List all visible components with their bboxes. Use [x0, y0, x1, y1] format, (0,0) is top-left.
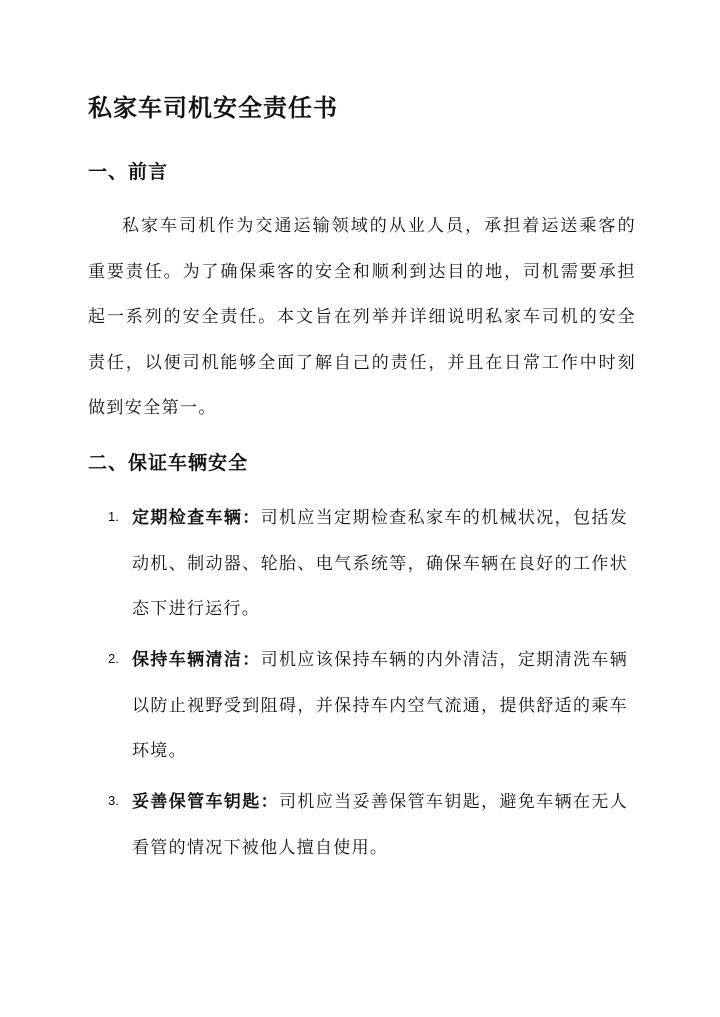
list-item-text: 司机应该保持车辆的内外清洁，定期清洗车辆以防止视野受到阻碍，并保持车内空气流通，提供舒适的乘车环境。 — [132, 650, 628, 761]
document-title: 私家车司机安全责任书 — [88, 93, 338, 122]
list-item — [108, 496, 628, 633]
section-heading-preface: 一、前言 — [88, 161, 169, 183]
list-item-number: 2. — [108, 651, 119, 666]
list-item-body — [132, 496, 628, 633]
list-item-lead: 定期检查车辆： — [132, 508, 261, 528]
list-item-number: 1. — [108, 509, 119, 524]
preface-paragraph: 私家车司机作为交通运输领域的从业人员，承担着运送乘客的重要责任。为了确保乘客的安全和顺利到达目的地，司机需要承担起一系列的安全责任。本文旨在列举并详细说明私家车司机的安全责任，以便司机能够全面了解自己的责任，并且在日常工作中时刻做到安全第一。 — [88, 216, 636, 418]
list-item — [108, 780, 628, 871]
list-item-body — [132, 638, 628, 775]
section-heading-vehicle-safety: 二、保证车辆安全 — [88, 452, 249, 474]
list-item-lead: 保持车辆清洁： — [132, 650, 261, 670]
list-item-text: 司机应当定期检查私家车的机械状况，包括发动机、制动器、轮胎、电气系统等，确保车辆在良好的工作状态下进行运行。 — [132, 508, 628, 619]
list-item-body — [132, 780, 628, 871]
list-item-number: 3. — [108, 793, 119, 808]
list-item-text: 司机应当妥善保管车钥匙，避免车辆在无人看管的情况下被他人擅自使用。 — [132, 792, 628, 858]
list-item — [108, 638, 628, 775]
list-item-lead: 妥善保管车钥匙： — [132, 792, 279, 812]
